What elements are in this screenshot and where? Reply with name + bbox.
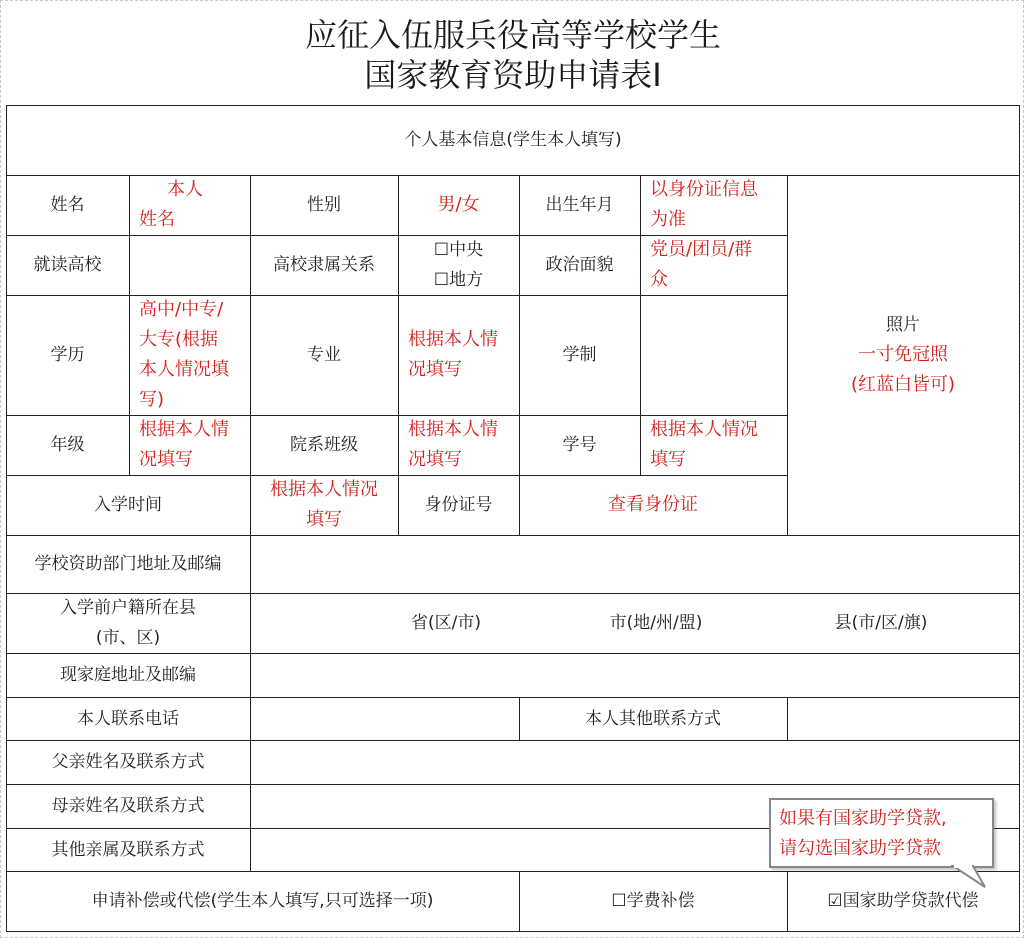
- hukou-province[interactable]: 省(区/市): [411, 613, 481, 633]
- education-value-line3: 本人情况填: [139, 359, 229, 380]
- section-header: 个人基本信息(学生本人填写): [404, 130, 622, 150]
- politics-value-line1: 党员/团员/群: [650, 239, 753, 260]
- idcard-value[interactable]: 查看身份证: [608, 494, 698, 515]
- aid-office-input[interactable]: [250, 535, 1019, 593]
- tuition-option-checkbox[interactable]: ☐学费补偿: [611, 891, 695, 911]
- other-contact-input[interactable]: [787, 697, 1019, 740]
- phone-label: 本人联系电话: [77, 708, 179, 729]
- loan-option-checkbox[interactable]: ☑国家助学贷款代偿: [827, 891, 979, 911]
- aid-office-label: 学校资助部门地址及邮编: [34, 554, 222, 574]
- major-value-line1: 根据本人情: [408, 329, 498, 350]
- enroll-value[interactable]: [250, 475, 398, 535]
- education-value[interactable]: [129, 295, 250, 415]
- major-value-line2: 况填写: [408, 359, 462, 380]
- birth-value-line2: 为准: [650, 209, 686, 230]
- politics-label: 政治面貌: [545, 255, 614, 275]
- grade-value[interactable]: [129, 415, 250, 475]
- birth-label: 出生年月: [545, 195, 614, 215]
- form-title-line2: 国家教育资助申请表Ⅰ: [364, 56, 662, 94]
- gender-label: 性别: [307, 195, 341, 215]
- hukou-city[interactable]: 市(地/州/盟): [609, 613, 703, 633]
- school-input[interactable]: [129, 235, 250, 295]
- hukou-label-line2: (市、区): [95, 628, 161, 648]
- major-value[interactable]: [398, 295, 519, 415]
- mother-label: 母亲姓名及联系方式: [51, 796, 205, 816]
- affiliation-options: [398, 235, 519, 295]
- grade-label: 年级: [50, 435, 85, 455]
- length-label: 学制: [562, 345, 597, 365]
- idcard-label: 身份证号: [424, 495, 493, 515]
- callout-pointer: [951, 863, 991, 891]
- enroll-value-line2: 填写: [306, 509, 342, 530]
- class-value[interactable]: [398, 415, 519, 475]
- enroll-label: 入学时间: [94, 495, 162, 515]
- class-value-line2: 况填写: [408, 449, 462, 470]
- father-label: 父亲姓名及联系方式: [51, 752, 205, 772]
- affiliation-label: 高校隶属关系: [273, 255, 375, 275]
- education-value-line1: 高中/中专/: [139, 299, 224, 320]
- father-input[interactable]: [250, 740, 1019, 784]
- education-value-line4: 写): [139, 389, 165, 410]
- enroll-value-line1: 根据本人情况: [270, 479, 378, 500]
- affiliation-central-checkbox[interactable]: ☐中央: [433, 240, 484, 260]
- name-value-line1: 本人: [167, 179, 203, 200]
- student-id-value-line1: 根据本人情况: [650, 419, 758, 440]
- callout-line2: 请勾选国家助学贷款: [779, 838, 941, 859]
- grade-value-line2: 况填写: [139, 449, 193, 470]
- major-label: 专业: [307, 345, 341, 365]
- grade-value-line1: 根据本人情: [139, 419, 229, 440]
- name-label: 姓名: [50, 195, 85, 215]
- apply-label: 申请补偿或代偿(学生本人填写,只可选择一项): [91, 891, 434, 911]
- loan-callout: [769, 798, 994, 868]
- home-address-input[interactable]: [250, 653, 1019, 697]
- other-contact-label: 本人其他联系方式: [585, 708, 721, 729]
- birth-value-line1: 以身份证信息: [650, 179, 758, 200]
- photo-hint-line2: (红蓝白皆可): [850, 374, 956, 395]
- hukou-label: [6, 593, 250, 653]
- student-id-value-line2: 填写: [650, 449, 686, 470]
- class-value-line1: 根据本人情: [408, 419, 498, 440]
- home-address-label: 现家庭地址及邮编: [60, 665, 196, 685]
- affiliation-local-checkbox[interactable]: ☐地方: [433, 270, 484, 290]
- name-value-line2: 姓名: [139, 209, 175, 230]
- school-label: 就读高校: [33, 255, 102, 275]
- class-label: 院系班级: [290, 435, 358, 455]
- length-input[interactable]: [640, 295, 787, 415]
- education-label: 学历: [50, 345, 85, 365]
- photo-hint-line1: 一寸免冠照: [857, 344, 948, 365]
- form-title-line1: 应征入伍服兵役高等学校学生: [304, 16, 721, 54]
- photo-box[interactable]: [787, 175, 1019, 535]
- gender-value[interactable]: 男/女: [437, 194, 480, 215]
- birth-value[interactable]: [640, 175, 787, 235]
- politics-value[interactable]: [640, 235, 787, 295]
- photo-label: 照片: [885, 315, 920, 335]
- phone-input[interactable]: [250, 697, 519, 740]
- education-value-line2: 大专(根据: [139, 329, 219, 350]
- hukou-county[interactable]: 县(市/区/旗): [834, 613, 928, 633]
- callout-line1: 如果有国家助学贷款,: [779, 808, 947, 829]
- relative-label: 其他亲属及联系方式: [51, 839, 205, 860]
- student-id-value[interactable]: [640, 415, 787, 475]
- student-id-label: 学号: [562, 435, 597, 455]
- politics-value-line2: 众: [650, 269, 668, 290]
- name-value[interactable]: [129, 175, 250, 235]
- hukou-label-line1: 入学前户籍所在县: [60, 598, 196, 618]
